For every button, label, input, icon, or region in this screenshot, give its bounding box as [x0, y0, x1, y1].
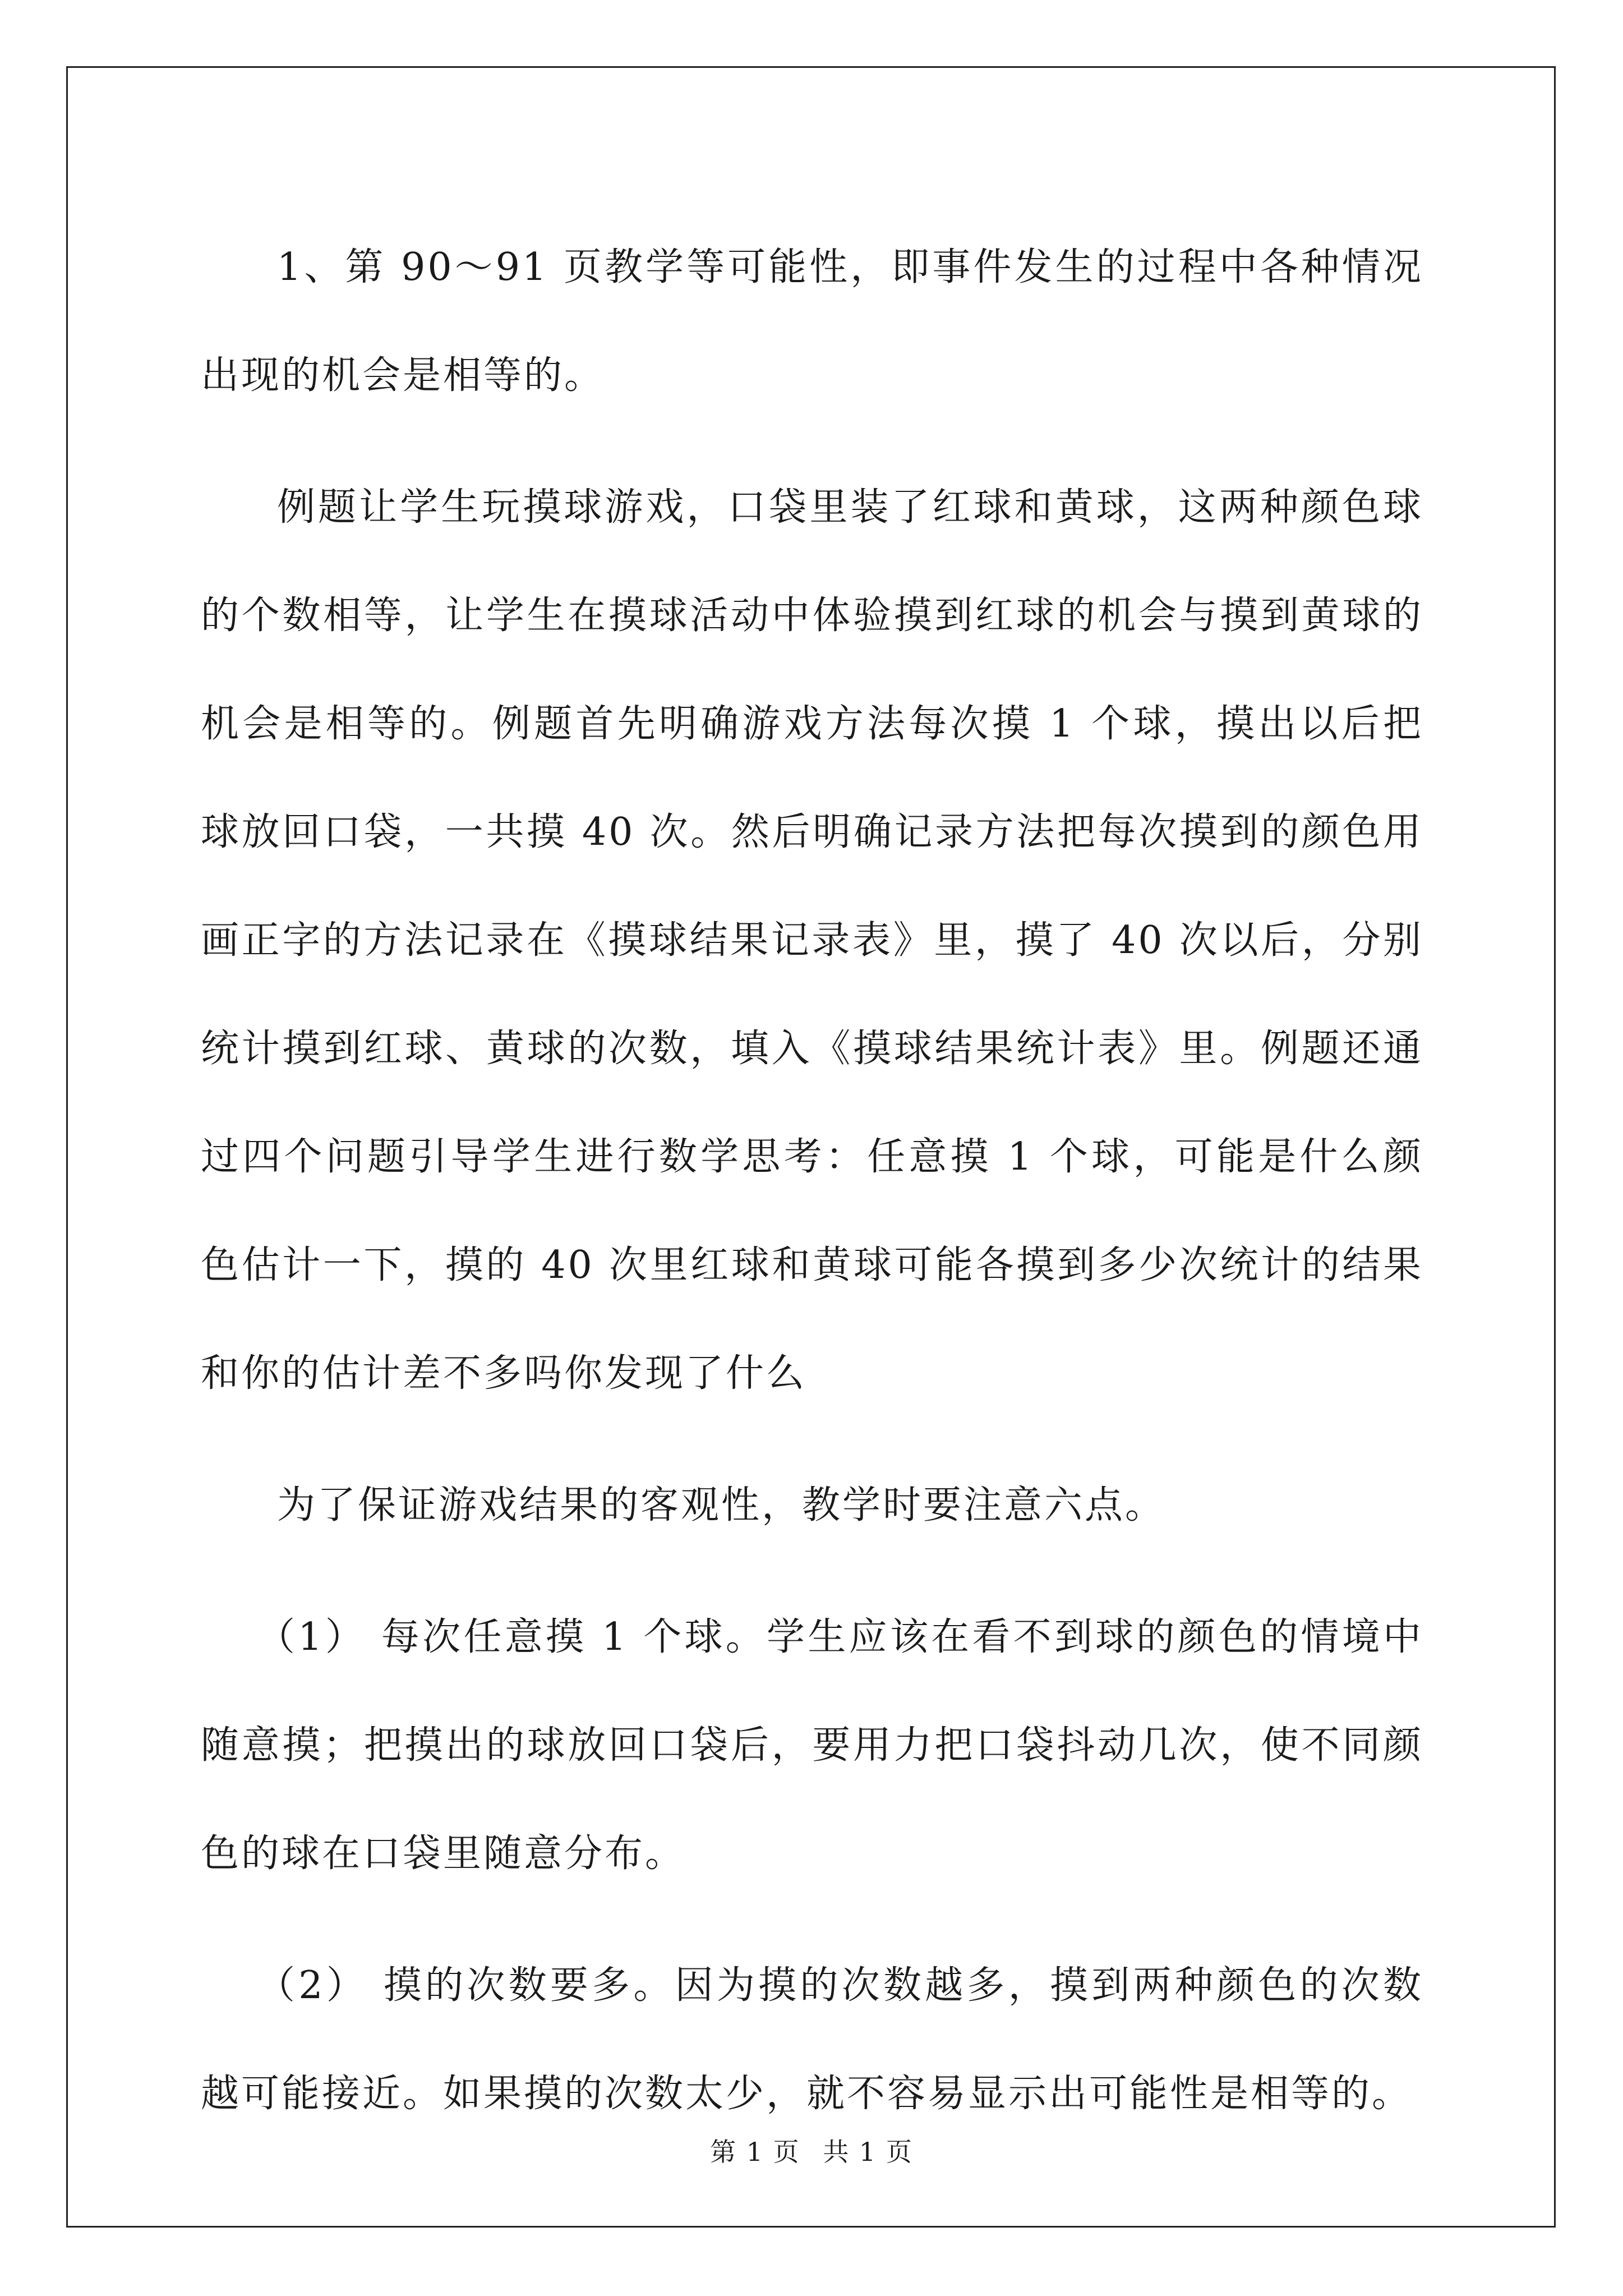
document-body	[201, 213, 1423, 2171]
page-number-total: 共 1 页	[823, 2137, 913, 2167]
paragraph-1: 1、第 90～91 页教学等可能性，即事件发生的过程中各种情况出现的机会是相等的。	[201, 245, 1423, 398]
paragraph-item-1: （1） 每次任意摸 1 个球。学生应该在看不到球的颜色的情境中随意摸；把摸出的球放回口袋后，要用力把口袋抖动几次，使不同颜色的球在口袋里随意分布。	[201, 1615, 1423, 1876]
paragraph-2: 例题让学生玩摸球游戏，口袋里装了红球和黄球，这两种颜色球的个数相等，让学生在摸球活动中体验摸到红球的机会与摸到黄球的机会是相等的。例题首先明确游戏方法每次摸 1 个球，摸出以后把球放回口袋，一共摸 40 次。然后明确记录方法把每次摸到的颜色用画正字的方法记录在《摸球结果记录表》里，摸了 40 次以后，分别统计摸到红球、黄球的次数，填入《摸球结果统计表》里。例题还通过四个问题引导学生进行数学思考：任意摸 1 个球，可能是什么颜色估计一下，摸的 40 次里红球和黄球可能各摸到多少次统计的结果和你的估计差不多吗你发现了什么	[201, 485, 1423, 1396]
page-footer	[0, 2132, 1623, 2169]
page-number-current: 第 1 页	[710, 2137, 800, 2167]
paragraph-item-2: （2） 摸的次数要多。因为摸的次数越多，摸到两种颜色的次数越可能接近。如果摸的次数太少，就不容易显示出可能性是相等的。	[201, 1963, 1423, 2116]
paragraph-3: 为了保证游戏结果的客观性，教学时要注意六点。	[277, 1483, 1166, 1527]
